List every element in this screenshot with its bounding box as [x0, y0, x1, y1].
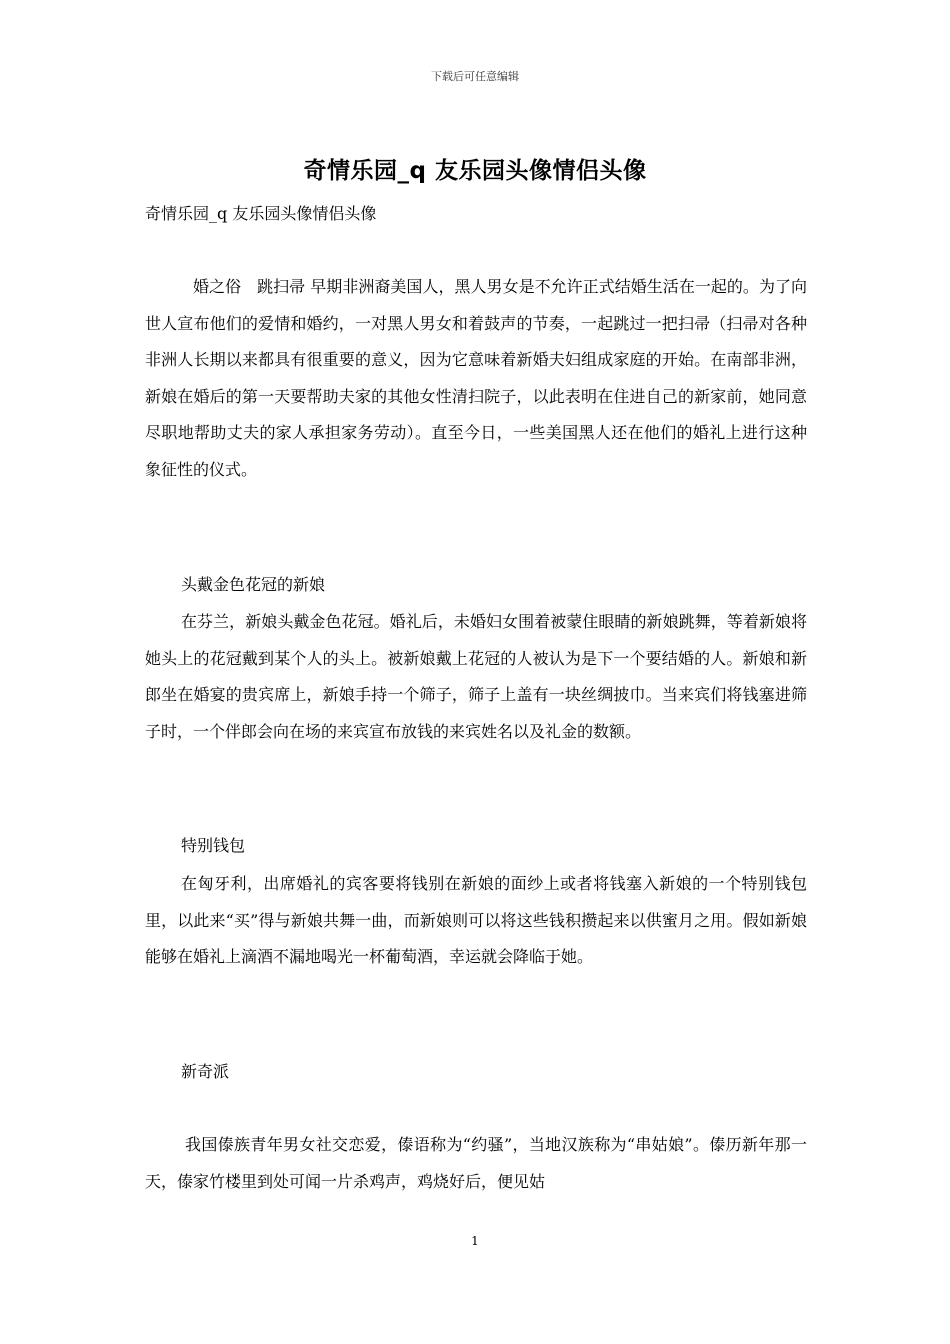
section-heading-golden-crown: 头戴金色花冠的新娘 [181, 575, 326, 594]
section-heading-novelty: 新奇派 [181, 1062, 230, 1081]
paragraph-novelty: 我国傣族青年男女社交恋爱，傣语称为“约骚”，当地汉族称为“串姑娘”。傣历新年那一天，傣家竹楼里到处可闻一片杀鸡声，鸡烧好后，便见姑 [145, 1135, 807, 1191]
section-heading-special-purse: 特别钱包 [181, 836, 246, 855]
paragraph-special-purse: 在匈牙利，出席婚礼的宾客要将钱别在新娘的面纱上或者将钱塞入新娘的一个特别钱包里，以此来“买”得与新娘共舞一曲，而新娘则可以将这些钱积攒起来以供蜜月之用。假如新娘能够在婚礼上滴酒不漏地喝光一杯葡萄酒，幸运就会降临于她。 [145, 874, 807, 967]
document-title: 奇情乐园_q 友乐园头像情侣头像 [303, 158, 647, 184]
document-subtitle: 奇情乐园_q 友乐园头像情侣头像 [145, 204, 377, 223]
paragraph-golden-crown: 在芬兰，新娘头戴金色花冠。婚礼后，未婚妇女围着被蒙住眼睛的新娘跳舞，等着新娘将她头上的花冠戴到某个人的头上。被新娘戴上花冠的人被认为是下一个要结婚的人。新娘和新郎坐在婚宴的贵宾席上，新娘手持一个筛子，筛子上盖有一块丝绸披巾。当来宾们将钱塞进筛子时，一个伴郎会向在场的来宾宣布放钱的来宾姓名以及礼金的数额。 [145, 612, 807, 741]
paragraph-broom-jumping: 婚之俗 跳扫帚 早期非洲裔美国人，黑人男女是不允许正式结婚生活在一起的。为了向世人宣布他们的爱情和婚约，一对黑人男女和着鼓声的节奏，一起跳过一把扫帚（扫帚对各种非洲人长期以来都具有很重要的意义，因为它意味着新婚夫妇组成家庭的开始。在南部非洲，新娘在婚后的第一天要帮助夫家的其他女性清扫院子，以此表明在住进自己的新家前，她同意尽职地帮助丈夫的家人承担家务劳动）。直至今日，一些美国黑人还在他们的婚礼上进行这种象征性的仪式。 [145, 277, 807, 479]
page-number: 1 [471, 1234, 479, 1248]
header-note: 下载后可任意编辑 [431, 70, 519, 83]
